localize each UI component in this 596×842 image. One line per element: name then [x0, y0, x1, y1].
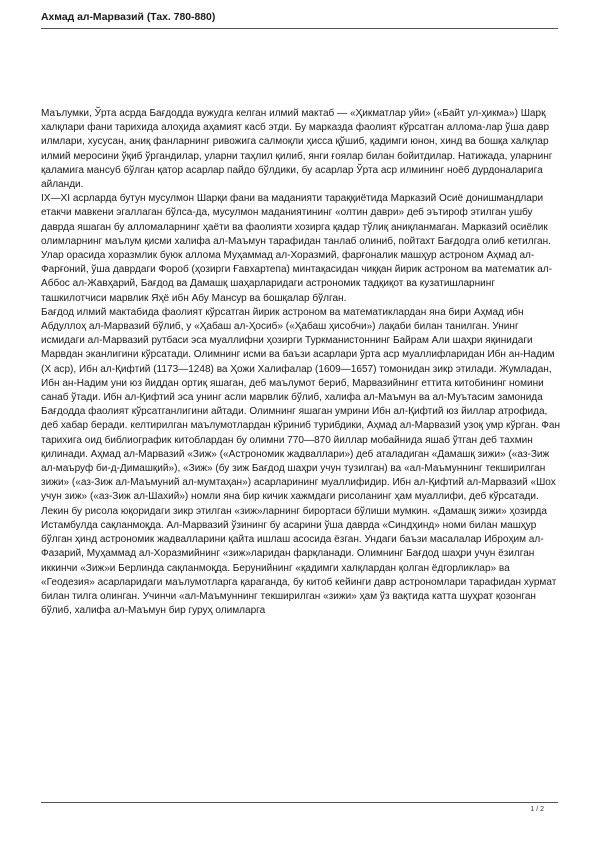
page-number: 1 / 2: [530, 806, 544, 813]
document-title: Ахмад ал-Марвазий (Тах. 780-880): [41, 12, 216, 23]
footer-divider: [41, 802, 558, 803]
header-divider: [41, 28, 558, 29]
paragraph: IX—XI асрларда бутун мусулмон Шарқи фани ва маданияти тараққиётида Марказий Осиё донишмандлари етакчи мавкени эгаллаган бўлса-да, мусулмон маданиятининг «олтин даври» деб эътироф этилган ушбу даврда яшаган бу алломаларнинг ҳаёти ва фаолияти хозирга қадар тўлиқ аниқланмаган. Марказий осиёлик олимларнинг маълум қисми халифа ал-Маъмун тарафидан танлаб олиниб, пойтахт Бағдодга олиб кетилган. Улар орасида хоразмлик буюк аллома Муҳаммад ал-Хоразмий, фарғоналик машҳур астроном Аҳмад ал-Фарғоний, ўша даврдаги Фороб (ҳозирги Ғавхартепа) минтақасидан чиққан йирик астроном ва математик ал-Аббос ал-Жавҳарий, Бағдод ва Дамашқ шаҳарларидаги астрономик тадқиқот ва кузатишларнинг ташкилотчиси марвлик Яҳё ибн Абу Мансур ва бошқалар бўлган.: [41, 193, 553, 304]
article-body: [41, 107, 561, 618]
paragraph: Бағдод илмий мактабида фаолият кўрсатган йирик астроном ва математиклардан яна бири Аҳмад ибн Абдуллоҳ ал-Марвазий бўлиб, у «Ҳабаш ал-Ҳосиб» («Ҳабаш ҳисобчи») лақаби билан танилган. Унинг исмидаги ал-Марвазий рутбаси эса муаллифни ҳозирги Туркманистоннинг Байрам Али шаҳри яқинидаги Марвдан эканлигини кўрсатади. Олимнинг исми ва баъзи асарлари ўрта аср муаллифларидан Ибн ан-Надим (X аср), Ибн ал-Қифтий (1173—1248) ва Ҳожи Халифалар (1609—1657) томонидан зикр этилади. Жумладан, Ибн ан-Надим уни юз йиддан ортиқ яшаган, деб маълумот бериб, Марвазийнинг еттита китобининг номини санаб ўтади. Ибн ал-Қифтий эса унинг асли марвлик бўлиб, халифа ал-Маъмун ва ал-Муътасим замонида Бағдодда фаолият кўрсатганлигини айтади. Олимнинг яшаган умрини Ибн ал-Қифтий юз йиллар атрофида, деб хабар беради. келтирилган маълумотлардан кўриниб турибдики, Аҳмад ал-Марвазий узоқ умр кўрган. Фан тарихига оид библиографик китоблардан бу олимни 770—870 йиллар мобайнида яшаб ўтган деб тахмин қилинади. Аҳмад ал-Марвазий «Зиж» («Астрономик жадваллари») деб аталадиган «Дамашқ зижи» («аз-Зиж ал-маъруф би-д-Димашқий»), «Зиж» (бу зиж Бағдод шаҳри учун тузилган) ва «ал-Маъмуннинг текширилган зижи» («аз-Зиж ал-Маъмуний ал-мумтаҳан») асарларининг муаллифидир. Ибн ал-Қифтий ал-Марвазий «Шох учун зиж» («аз-Зиж ал-Шахий») номли яна бир кичик хажмдаги рисоланинг ҳам муаллифи, деб кўрсатади. Лекин бу рисола юқоридаги зикр этилган «зиж»ларнинг бирортаси бўлиши мумкин. «Дамашқ зижи» ҳозирда Истамбулда сақланмоқда. Ал-Марвазий ўзининг бу асарини ўша даврда «Синдҳинд» номи билан машҳур бўлган ҳинд астрономик жадвалларини қайта ишлаш асосида ёзган. Ундаги баъзи масалалар Иброҳим ал-Фазарий, Муҳаммад ал-Хоразмийнинг «зиж»ларидан фарқланади. Олимнинг Бағдод шаҳри учун ёзилган иккинчи «Зиж»и Берлинда сақланмоқда. Берунийнинг «қадимги халқлардан қолган ёдгорликлар» ва «Геодезия» асарларидаги маълумотларга қараганда, бу китоб кейинги давр астрономлари тарафидан хурмат билан тилга олинган. Учинчи «ал-Маъмуннинг текширилган «зижи» ҳам ўз вақтида катта шуҳрат қозонган бўлиб, халифа ал-Маъмун бир гуруҳ олимларга: [41, 306, 560, 617]
paragraph: Маълумки, Ўрта асрда Бағдодда вужудга келган илмий мактаб — «Ҳикматлар уйи» («Байт ул-ҳикма») Шарқ халқлари фани тарихида алоҳида аҳамият касб этди. Бу марказда фаолият кўрсатган аллома-лар ўша давр илмлари, хусусан, аниқ фанларнинг ривожига салмоқли ҳисса қўшиб, қадимги юнон, хинд ва бошқа халқлар илмий меросини ўқиб ўргандилар, уларни таҳлил қилиб, янги ғоялар билан бойитдилар. Натижада, уларнинг қаламига мансуб бўлган қатор асарлар пайдо бўлдики, бу асарлар Ўрта аср илмининг ноёб дурдоналарига айланди.: [41, 108, 553, 191]
